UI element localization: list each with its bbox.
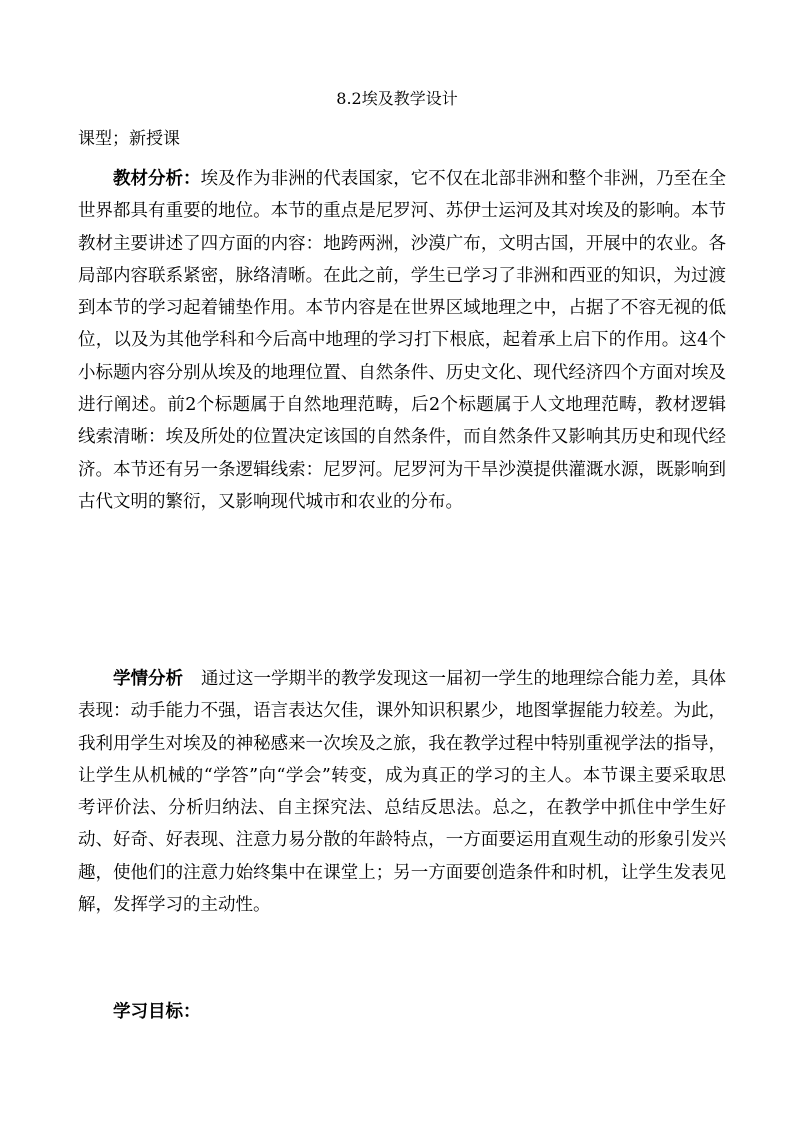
student-analysis-text: 通过这一学期半的教学发现这一届初一学生的地理综合能力差，具体表现：动手能力不强，语言表达欠佳，课外知识积累少，地图掌握能力较差。为此，我利用学生对埃及的神秘感来一次埃及之旅，我在教学过程中特别重视学法的指导，让学生从机械的“学答”向“学会”转变，成为真正的学习的主人。本节课主要采取思考评价法、分析归纳法、自主探究法、总结反思法。总之，在教学中抓住中学生好动、好奇、好表现、注意力易分散的年龄特点，一方面要运用直观生动的形象引发兴趣，使他们的注意力始终集中在课堂上；另一方面要创造条件和时机，让学生发表见解，发挥学习的主动性。 (78, 669, 726, 916)
student-analysis-paragraph (78, 663, 726, 921)
textbook-analysis-text: 埃及作为非洲的代表国家，它不仅在北部非洲和整个非洲，乃至在全世界都具有重要的地位。本节的重点是尼罗河、苏伊士运河及其对埃及的影响。本节教材主要讲述了四方面的内容：地跨两洲，沙漠广布，文明古国，开展中的农业。各局部内容联系紧密，脉络清晰。在此之前，学生已学习了非洲和西亚的知识，为过渡到本节的学习起着铺垫作用。本节内容是在世界区域地理之中，占据了不容无视的低位，以及为其他学科和今后高中地理的学习打下根底，起着承上启下的作用。这4个小标题内容分别从埃及的地理位置、自然条件、历史文化、现代经济四个方面对埃及进行阐述。前2个标题属于自然地理范畴，后2个标题属于人文地理范畴，教材逻辑线索清晰：埃及所处的位置决定该国的自然条件，而自然条件又影响其历史和现代经济。本节还有另一条逻辑线索：尼罗河。尼罗河为干旱沙漠提供灌溉水源，既影响到古代文明的繁衍，又影响现代城市和农业的分布。 (78, 169, 727, 512)
student-analysis-label: 学情分析 (113, 669, 183, 689)
document-title: 8.2埃及教学设计 (336, 89, 458, 108)
learning-objectives-label: 学习目标： (113, 1002, 201, 1022)
textbook-analysis-label: 教材分析： (113, 169, 201, 189)
textbook-analysis-paragraph (78, 163, 726, 518)
course-type-line: 课型；新授课 (78, 129, 180, 149)
learning-objectives-paragraph (78, 996, 726, 1028)
